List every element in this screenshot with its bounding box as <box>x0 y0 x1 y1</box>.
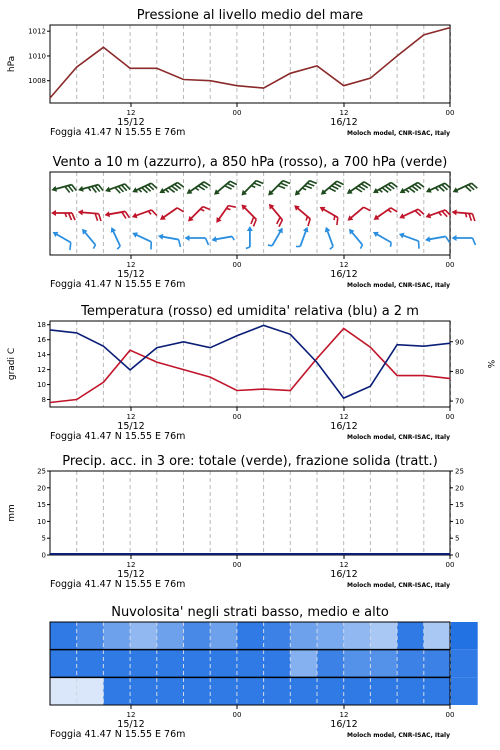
cloud-cell <box>210 677 237 705</box>
cloud-cell <box>344 650 371 678</box>
barb-shaft <box>351 231 363 245</box>
wind-barb <box>51 210 75 220</box>
time-tick-label: 12 <box>126 261 136 269</box>
barb-feather <box>72 213 75 220</box>
wind-barb <box>316 204 342 225</box>
barb-shaft <box>113 230 121 246</box>
wind-barb <box>296 225 310 249</box>
y-right-tick-label: 90 <box>455 338 464 347</box>
panel-5 <box>50 605 478 740</box>
barb-feather <box>98 214 102 221</box>
y-tick-label: 15 <box>37 501 46 510</box>
wind-barb <box>185 235 209 245</box>
date-label: 15/12 <box>117 269 145 280</box>
date-label: 16/12 <box>330 569 358 580</box>
chart-title: Vento a 10 m (azzurro), a 850 hPa (rosso), a 700 hPa (verde) <box>52 155 448 170</box>
barb-head <box>158 188 165 196</box>
y-tick-label: 0 <box>41 551 46 560</box>
wind-barb <box>398 178 424 199</box>
panel-2 <box>49 155 477 290</box>
barb-head <box>51 210 56 216</box>
barb-half-feather <box>359 245 363 249</box>
barb-head <box>131 187 138 195</box>
barb-head <box>398 231 405 238</box>
temperature-line <box>50 329 451 403</box>
y-right-tick-label: 0 <box>455 551 460 560</box>
cloud-cell <box>103 622 130 650</box>
plot-frame <box>50 471 450 555</box>
wind-barb <box>246 226 253 249</box>
barb-head <box>104 187 111 194</box>
barb-feather <box>177 240 181 247</box>
barb-head <box>372 188 379 196</box>
date-label: 15/12 <box>117 421 145 432</box>
y-tick-label: 10 <box>37 517 46 526</box>
barb-feather <box>69 213 72 220</box>
barb-half-feather <box>268 244 272 247</box>
barb-head <box>51 186 57 193</box>
cloud-cell <box>370 650 397 678</box>
barb-half-feather <box>302 187 306 191</box>
wind-barb <box>266 176 290 200</box>
cloud-cell <box>370 677 397 705</box>
barb-feather <box>446 236 450 243</box>
plot-frame <box>50 321 450 407</box>
wind-barb <box>211 233 234 244</box>
cloud-cell <box>451 622 478 650</box>
wind-barb <box>346 227 366 249</box>
time-tick-label: 12 <box>126 561 136 569</box>
barb-head <box>398 213 405 221</box>
location-label: Foggia 41.47 N 15.55 E 76m <box>50 127 186 138</box>
y-axis-label: hPa <box>7 55 17 73</box>
cloud-cell <box>237 622 264 650</box>
y-tick-label: 1010 <box>28 52 46 61</box>
y-right-tick-label: 5 <box>455 534 460 543</box>
chart-title: Precip. acc. in 3 ore: totale (verde), frazione solida (tratt.) <box>62 454 438 469</box>
cloud-cell <box>130 650 157 678</box>
time-tick-label: 00 <box>232 109 242 117</box>
barb-head <box>424 236 430 243</box>
wind-barb <box>372 204 397 226</box>
cloud-cell <box>184 650 211 678</box>
y-tick-label: 18 <box>37 321 46 330</box>
wind-barb <box>290 203 315 226</box>
barb-shaft <box>327 230 333 247</box>
y-tick-label: 10 <box>37 381 46 390</box>
humidity-line <box>50 325 451 398</box>
barb-head <box>104 211 110 218</box>
cloud-cell <box>210 650 237 678</box>
cloud-cell <box>451 677 478 705</box>
barb-head <box>51 229 58 237</box>
cloud-cell <box>210 622 237 650</box>
barb-head <box>131 230 138 238</box>
barb-feather <box>177 206 183 213</box>
y-right-axis-label: % <box>485 359 495 369</box>
barb-feather <box>473 238 476 245</box>
cloud-cell <box>290 650 317 678</box>
cloud-cell <box>237 677 264 705</box>
date-label: 16/12 <box>330 421 358 432</box>
y-right-tick-label: 25 <box>455 467 464 476</box>
barb-feather <box>391 206 397 213</box>
cloud-cell <box>157 677 184 705</box>
barb-head <box>77 186 83 193</box>
y-tick-label: 1008 <box>28 77 46 86</box>
y-right-tick-label: 70 <box>455 397 464 406</box>
cloud-cell <box>184 622 211 650</box>
wind-barb <box>451 179 477 198</box>
barb-feather <box>206 238 209 245</box>
cloud-cell <box>264 650 291 678</box>
barb-shaft <box>402 235 419 241</box>
wind-barb <box>346 203 371 226</box>
barb-shaft <box>135 234 151 242</box>
cloud-cell <box>424 677 451 705</box>
wind-barb <box>131 179 157 198</box>
barb-half-feather <box>117 246 121 249</box>
cloud-cell <box>290 622 317 650</box>
time-tick-label: 12 <box>339 413 349 421</box>
barb-half-feather <box>389 243 392 247</box>
panel-3 <box>7 304 495 442</box>
wind-barb <box>398 205 424 224</box>
barb-half-feather <box>246 247 250 249</box>
barb-head <box>157 233 163 240</box>
barb-head <box>77 209 83 215</box>
barb-shaft <box>272 230 281 246</box>
barb-half-feather <box>92 245 96 249</box>
panel-1 <box>7 8 454 138</box>
barb-feather <box>364 205 371 212</box>
wind-barb <box>104 208 129 222</box>
barb-feather <box>148 242 154 250</box>
wind-barb <box>158 204 183 226</box>
y-tick-label: 20 <box>37 484 46 493</box>
barb-shaft <box>428 236 446 239</box>
barb-feather <box>472 214 476 221</box>
barb-head <box>323 226 330 233</box>
wind-barb <box>424 206 450 224</box>
barb-head <box>452 235 457 241</box>
wind-barb <box>396 231 422 249</box>
cloud-cell <box>103 650 130 678</box>
barb-shaft <box>300 230 306 247</box>
y-right-tick-label: 20 <box>455 484 464 493</box>
barb-feather <box>152 209 157 217</box>
time-tick-label: 00 <box>445 711 455 719</box>
cloud-cell <box>317 622 344 650</box>
barb-head <box>451 209 457 215</box>
date-label: 16/12 <box>330 117 358 128</box>
cloud-cell <box>130 622 157 650</box>
wind-barb <box>371 229 394 246</box>
wind-barb <box>451 209 476 221</box>
barb-head <box>247 226 253 231</box>
y-axis-label: gradi C <box>7 347 17 381</box>
location-label: Foggia 41.47 N 15.55 E 76m <box>50 579 186 590</box>
time-tick-label: 12 <box>339 711 349 719</box>
cloud-cell <box>344 622 371 650</box>
time-tick-label: 12 <box>126 413 136 421</box>
barb-head <box>185 235 190 241</box>
barb-half-feather <box>296 245 300 248</box>
time-tick-label: 12 <box>339 109 349 117</box>
wind-barb <box>51 181 77 197</box>
wind-barb <box>424 233 449 247</box>
barb-feather <box>416 241 421 249</box>
barb-half-feather <box>200 208 204 212</box>
cloud-cell <box>184 677 211 705</box>
y-tick-label: 12 <box>37 366 46 375</box>
barb-head <box>303 226 310 233</box>
chart-title: Temperatura (rosso) ed umidita' relativa (blu) a 2 m <box>81 304 419 319</box>
location-label: Foggia 41.47 N 15.55 E 76m <box>50 431 186 442</box>
time-tick-label: 12 <box>126 711 136 719</box>
wind-barb <box>322 226 336 250</box>
wind-barb <box>236 202 260 226</box>
wind-barb <box>104 180 130 198</box>
cloud-cell <box>344 677 371 705</box>
pressure-line <box>50 28 451 99</box>
cloud-cell <box>317 650 344 678</box>
cloud-cell <box>397 622 424 650</box>
cloud-cell <box>130 677 157 705</box>
time-tick-label: 00 <box>445 561 455 569</box>
cloud-cell <box>157 650 184 678</box>
cloud-cell <box>264 677 291 705</box>
y-tick-label: 8 <box>41 396 46 405</box>
y-tick-label: 1012 <box>28 27 46 36</box>
barb-shaft <box>214 236 232 239</box>
model-credit: Moloch model, CNR-ISAC, Italy <box>347 282 450 289</box>
date-label: 15/12 <box>117 569 145 580</box>
wind-barb <box>77 181 103 197</box>
time-tick-label: 00 <box>232 413 242 421</box>
wind-barb <box>268 226 285 249</box>
cloud-cell <box>397 677 424 705</box>
date-label: 15/12 <box>117 719 145 730</box>
model-credit: Moloch model, CNR-ISAC, Italy <box>347 130 450 137</box>
time-tick-label: 12 <box>339 261 349 269</box>
barb-head <box>424 213 431 220</box>
date-label: 16/12 <box>330 719 358 730</box>
barb-head <box>131 213 138 220</box>
model-credit: Moloch model, CNR-ISAC, Italy <box>347 434 450 441</box>
barb-head <box>425 187 432 195</box>
time-tick-label: 12 <box>339 561 349 569</box>
wind-barb <box>212 177 237 200</box>
cloud-cell <box>397 650 424 678</box>
barb-feather <box>334 218 340 226</box>
time-tick-label: 00 <box>445 261 455 269</box>
time-tick-label: 12 <box>126 109 136 117</box>
barb-shaft <box>161 236 179 239</box>
wind-barb <box>77 209 102 221</box>
wind-barb <box>345 178 370 200</box>
barb-head <box>398 188 405 196</box>
barb-shaft <box>376 234 392 243</box>
y-axis-label: mm <box>7 504 17 522</box>
barb-head <box>318 204 325 212</box>
cloud-cell <box>50 677 77 705</box>
y-right-tick-label: 10 <box>455 517 464 526</box>
y-tick-label: 16 <box>37 336 46 345</box>
wind-barb <box>157 233 182 247</box>
plot-frame <box>50 25 450 103</box>
wind-barb <box>49 229 75 250</box>
wind-barb <box>185 178 210 200</box>
y-tick-label: 25 <box>37 467 46 476</box>
wind-barb <box>239 176 263 200</box>
wind-barb <box>425 179 451 198</box>
barb-shaft <box>84 231 96 245</box>
wind-barb <box>158 178 184 199</box>
cloud-cell <box>237 650 264 678</box>
cloud-cell <box>370 622 397 650</box>
cloud-cell <box>157 622 184 650</box>
time-tick-label: 00 <box>232 561 242 569</box>
panel-4 <box>7 454 464 590</box>
wind-barb <box>108 226 124 249</box>
cloud-cell <box>77 622 104 650</box>
chart-title: Pressione al livello medio del mare <box>136 8 364 23</box>
wind-barb <box>372 178 398 199</box>
wind-barb <box>186 202 210 226</box>
time-tick-label: 00 <box>445 109 455 117</box>
barb-head <box>109 226 117 233</box>
barb-head <box>451 187 458 195</box>
cloud-cell <box>317 677 344 705</box>
location-label: Foggia 41.47 N 15.55 E 76m <box>50 279 186 290</box>
barb-half-feather <box>232 236 234 240</box>
barb-feather <box>67 243 73 251</box>
barb-half-feather <box>251 185 255 189</box>
cloud-cell <box>451 650 478 678</box>
chart-title: Nuvolosita' negli strati basso, medio e alto <box>111 605 389 620</box>
cloud-cell <box>77 650 104 678</box>
time-tick-label: 00 <box>232 711 242 719</box>
barb-half-feather <box>305 217 309 221</box>
barb-head <box>278 226 286 233</box>
barb-shaft <box>55 234 71 243</box>
time-tick-label: 00 <box>232 261 242 269</box>
wind-barb <box>452 235 476 245</box>
barb-half-feather <box>329 246 333 249</box>
barb-shaft <box>162 208 177 218</box>
barb-head <box>211 236 217 243</box>
y-right-tick-label: 15 <box>455 501 464 510</box>
y-tick-label: 5 <box>41 534 46 543</box>
wind-barb <box>264 202 287 227</box>
barb-shaft <box>350 207 364 219</box>
cloud-cell <box>264 622 291 650</box>
date-label: 16/12 <box>330 269 358 280</box>
location-label: Foggia 41.47 N 15.55 E 76m <box>50 729 186 740</box>
wind-barb <box>129 230 155 249</box>
model-credit: Moloch model, CNR-ISAC, Italy <box>347 732 450 739</box>
cloud-cell <box>103 677 130 705</box>
y-tick-label: 14 <box>37 351 46 360</box>
wind-barb <box>131 206 157 224</box>
cloud-cell <box>77 677 104 705</box>
date-label: 15/12 <box>117 117 145 128</box>
time-tick-label: 00 <box>445 413 455 421</box>
barb-head <box>372 229 379 237</box>
wind-barb <box>214 201 236 226</box>
wind-barb <box>319 177 344 200</box>
wind-barb <box>293 176 317 200</box>
cloud-cell <box>50 650 77 678</box>
cloud-cell <box>424 650 451 678</box>
model-credit: Moloch model, CNR-ISAC, Italy <box>347 582 450 589</box>
y-right-tick-label: 80 <box>455 367 464 376</box>
cloud-cell <box>424 622 451 650</box>
cloud-cell <box>50 622 77 650</box>
cloud-cell <box>290 677 317 705</box>
wind-barb <box>79 227 99 249</box>
